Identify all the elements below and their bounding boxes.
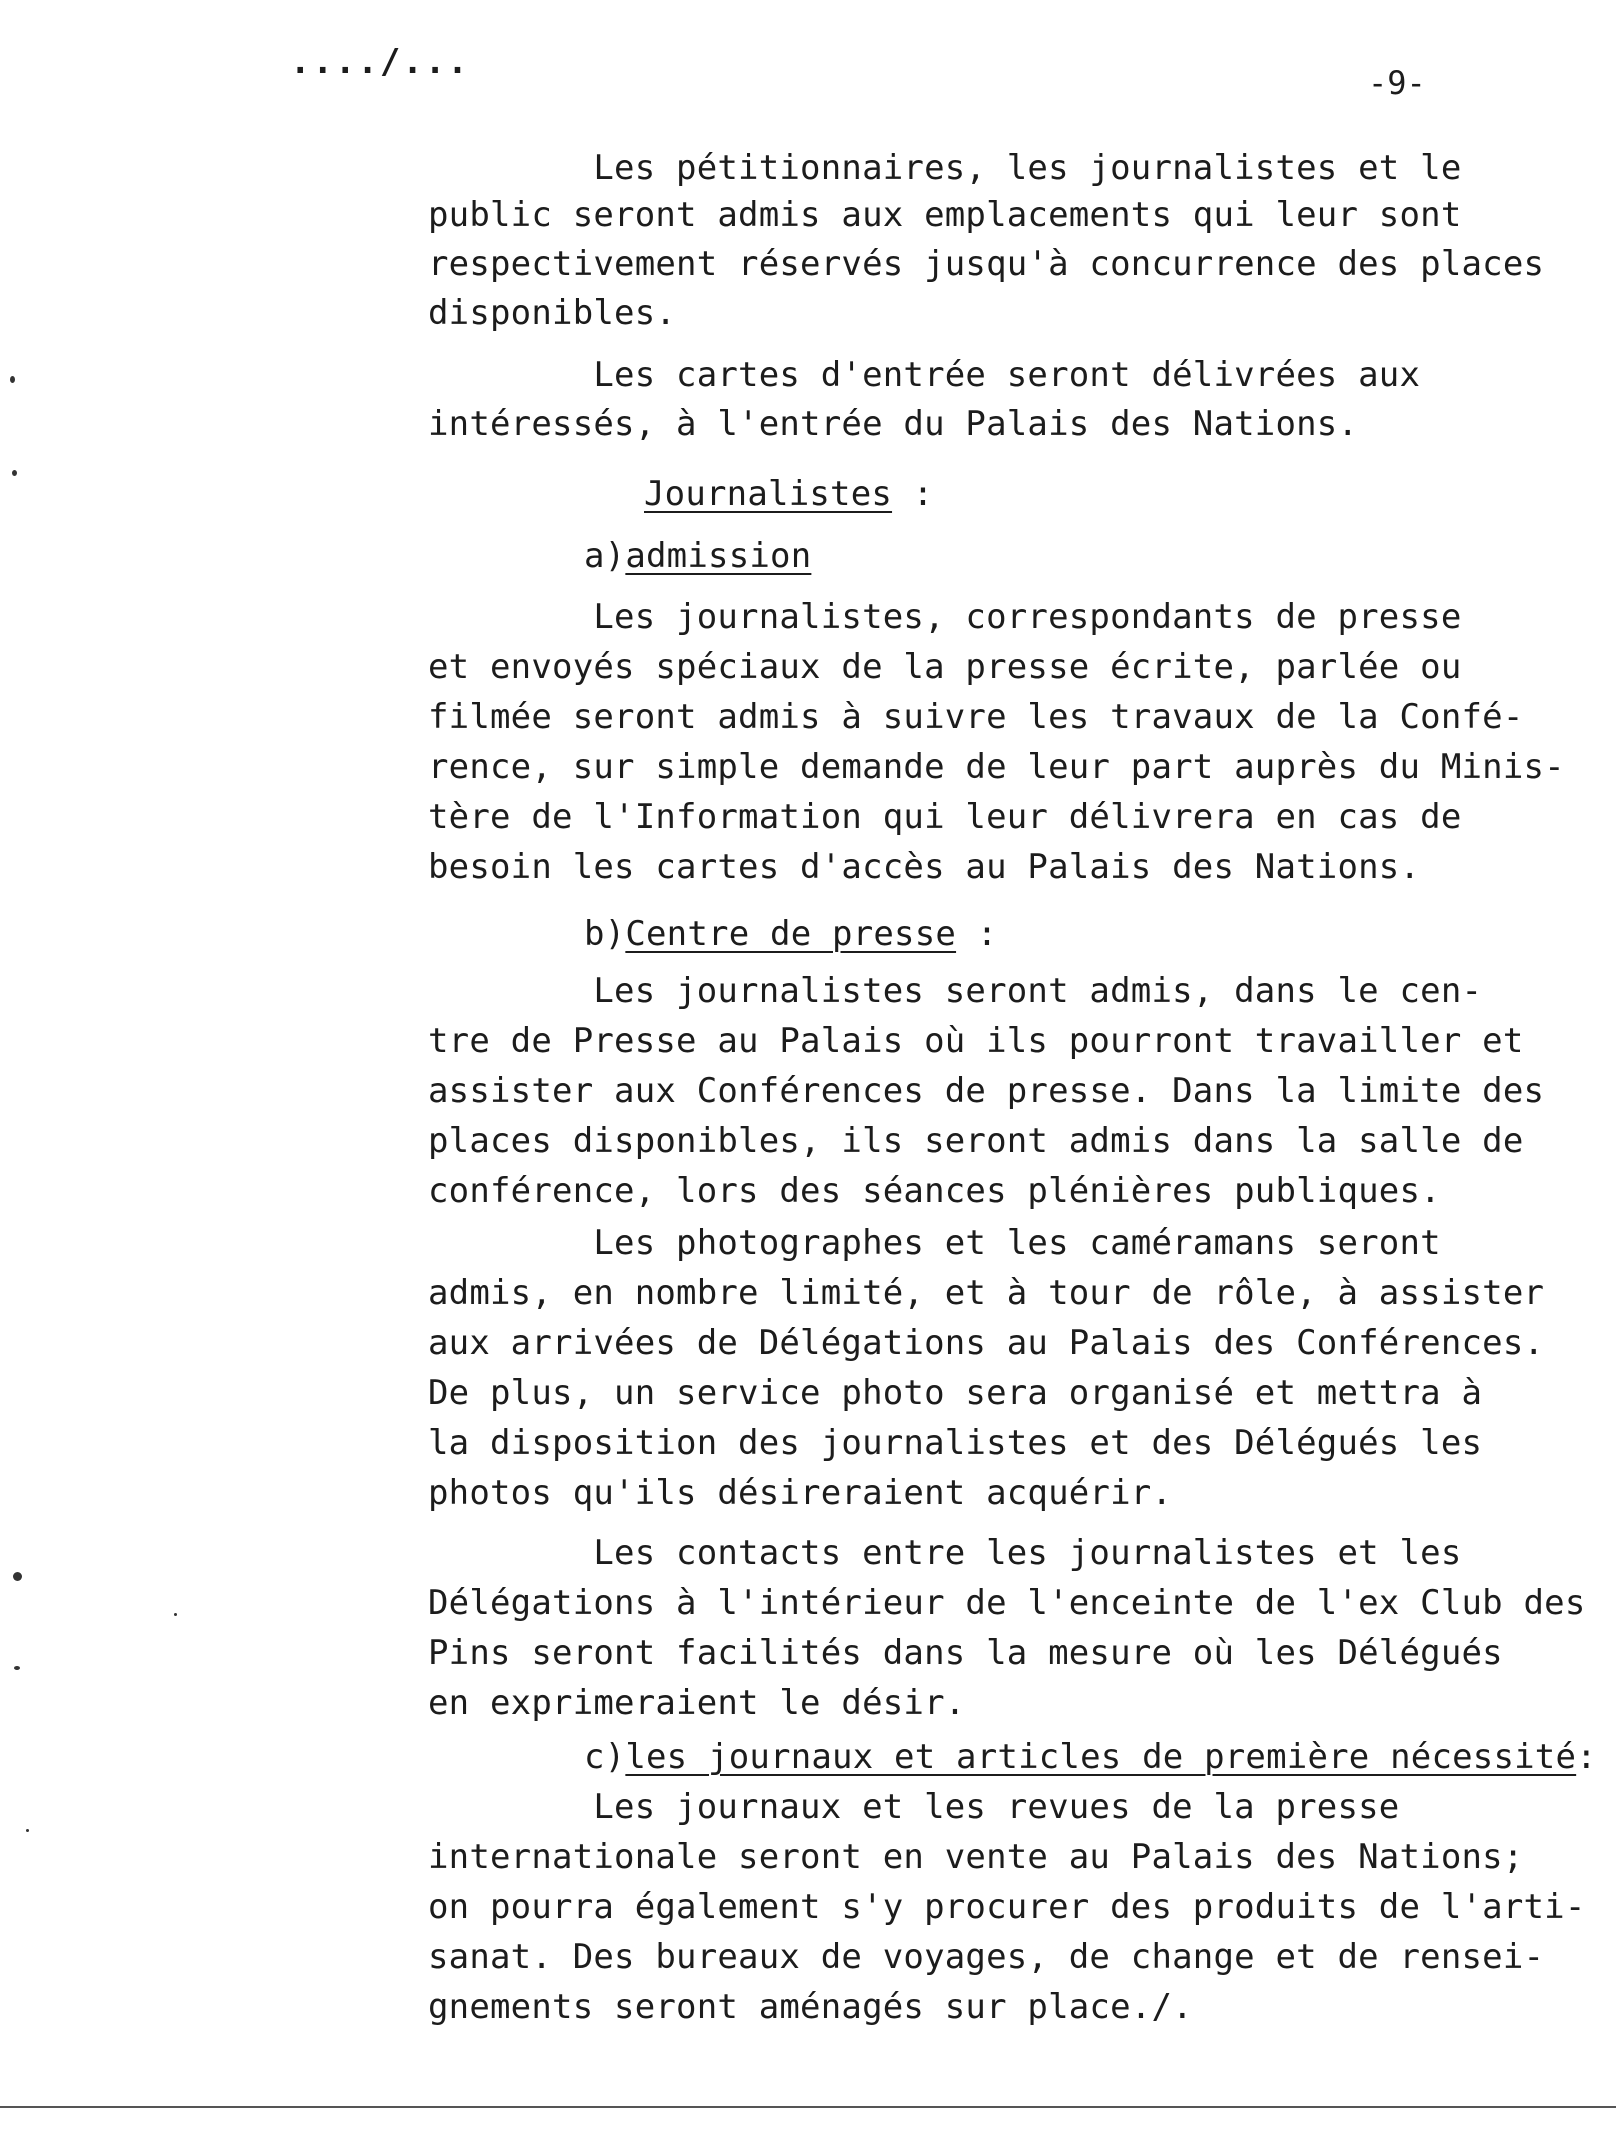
section-heading-text: Journalistes [644,474,893,514]
text-line: tère de l'Information qui leur délivrera en cas de [428,797,1462,837]
scan-speck [14,1666,20,1670]
text-line: sanat. Des bureaux de voyages, de change et de rensei- [428,1937,1545,1977]
subheading-text: les journaux et articles de première nécessité [625,1737,1577,1777]
subheading-b [584,914,997,954]
scan-speck [10,376,15,383]
subheading-colon: : [1576,1737,1597,1777]
text-line: conférence, lors des séances plénières publiques. [428,1171,1441,1211]
text-line: respectivement réservés jusqu'à concurrence des places [428,244,1545,284]
text-line: Les journalistes, correspondants de presse [428,597,1462,637]
text-line: Délégations à l'intérieur de l'enceinte de l'ex Club des [428,1583,1586,1623]
scan-speck [12,470,17,476]
text-line: rence, sur simple demande de leur part auprès du Minis- [428,747,1565,787]
scan-speck [13,1572,22,1581]
text-line: Les journalistes seront admis, dans le cen- [428,971,1483,1011]
text-line: en exprimeraient le désir. [428,1683,966,1723]
subheading-colon: : [956,914,998,954]
text-line: internationale seront en vente au Palais des Nations; [428,1837,1524,1877]
text-line: la disposition des journalistes et des Délégués les [428,1423,1483,1463]
text-line: assister aux Conférences de presse. Dans la limite des [428,1071,1545,1111]
subheading-marker: a) [584,536,626,576]
text-line: et envoyés spéciaux de la presse écrite, parlée ou [428,647,1462,687]
text-line: Les photographes et les caméramans seront [428,1223,1441,1263]
text-line: public seront admis aux emplacements qui leur sont [428,195,1462,235]
text-line: filmée seront admis à suivre les travaux de la Confé- [428,697,1524,737]
subheading-text: admission [625,536,812,576]
heading-colon: : [892,474,934,514]
text-line: Les pétitionnaires, les journalistes et le [428,148,1462,188]
subheading-c [584,1737,1597,1777]
section-heading [644,474,933,514]
text-line: intéressés, à l'entrée du Palais des Nations. [428,404,1359,444]
text-line: admis, en nombre limité, et à tour de rôle, à assister [428,1273,1545,1313]
text-line: Pins seront facilités dans la mesure où les Délégués [428,1633,1503,1673]
scan-speck [26,1829,29,1832]
text-line: gnements seront aménagés sur place./. [428,1987,1193,2027]
text-line: Les contacts entre les journalistes et les [428,1533,1462,1573]
text-line: on pourra également s'y procurer des produits de l'arti- [428,1887,1586,1927]
subheading-text: Centre de presse [625,914,957,954]
text-line: tre de Presse au Palais où ils pourront travailler et [428,1021,1524,1061]
text-line: photos qu'ils désireraient acquérir. [428,1473,1173,1513]
scan-speck [174,1613,177,1616]
text-line: places disponibles, ils seront admis dans la salle de [428,1121,1524,1161]
subheading-marker: c) [584,1737,626,1777]
bottom-rule [0,2106,1616,2108]
text-line: besoin les cartes d'accès au Palais des Nations. [428,847,1421,887]
text-line: aux arrivées de Délégations au Palais des Conférences. [428,1323,1545,1363]
subheading-a [584,536,811,576]
continuation-mark: ..../... [290,42,470,82]
text-line: disponibles. [428,293,677,333]
text-line: Les journaux et les revues de la presse [428,1787,1400,1827]
text-line: Les cartes d'entrée seront délivrées aux [428,355,1421,395]
page-number: -9- [1368,64,1426,102]
text-line: De plus, un service photo sera organisé et mettra à [428,1373,1483,1413]
subheading-marker: b) [584,914,626,954]
